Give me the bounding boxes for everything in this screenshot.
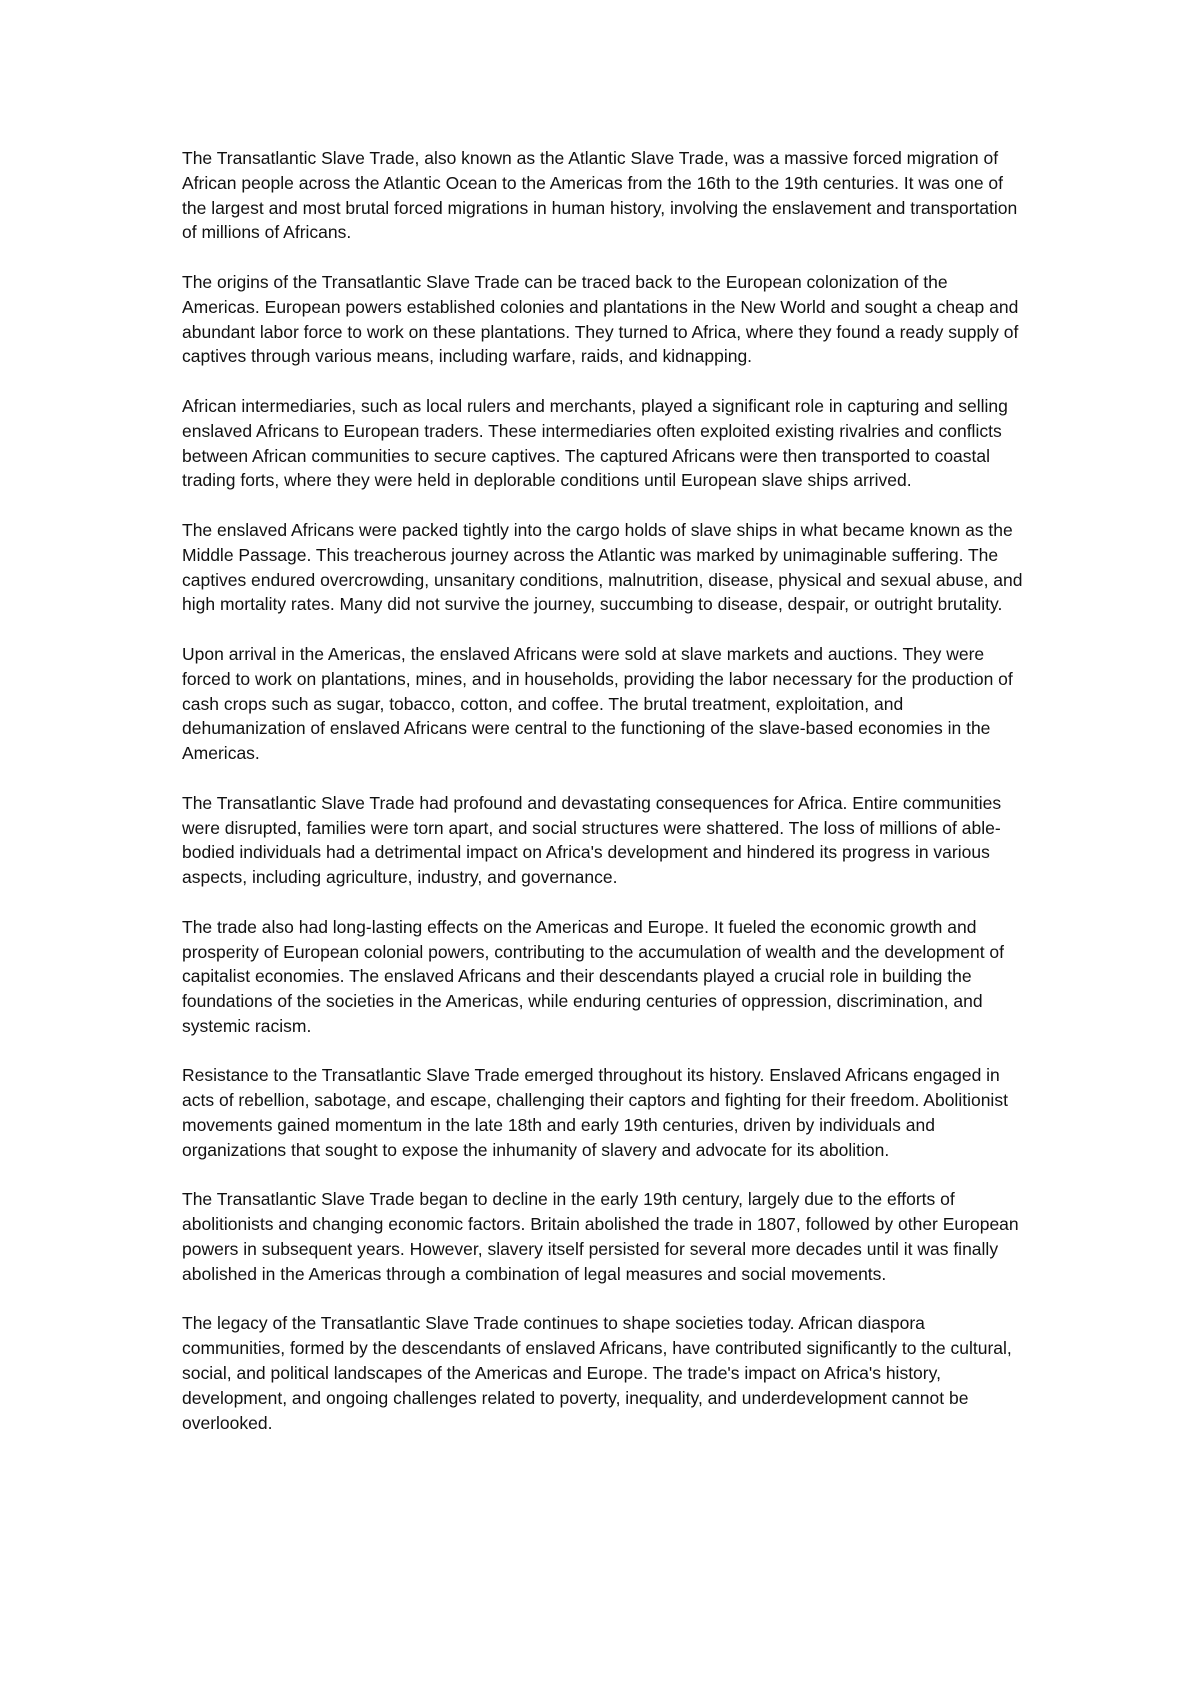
paragraph-1: The Transatlantic Slave Trade, also known as the Atlantic Slave Trade, was a massive forced migration of African people across the Atlantic Ocean to the Americas from the 16th to the 19th centuries. It was one of the largest and most brutal forced migrations in human history, involving the enslavement and transportation of millions of Africans.: [182, 148, 1018, 243]
paragraph-5: Upon arrival in the Americas, the enslaved Africans were sold at slave markets and auctions. They were forced to work on plantations, mines, and in households, providing the labor necessary for the production of cash crops such as sugar, tobacco, cotton, and coffee. The brutal treatment, exploitation, and dehumanization of enslaved Africans were central to the functioning of the slave-based economies in the Americas.: [182, 643, 1013, 764]
paragraph-8: Resistance to the Transatlantic Slave Trade emerged throughout its history. Enslaved Africans engaged in acts of rebellion, sabotage, and escape, challenging their captors and fighting for their freedom. Abolitionist movements gained momentum in the late 18th and early 19th centuries, driven by individuals and organizations that sought to expose the inhumanity of slavery and advocate for its abolition.: [182, 1065, 1008, 1160]
paragraph-3: African intermediaries, such as local rulers and merchants, played a significant role in capturing and selling enslaved Africans to European traders. These intermediaries often exploited existing rivalries and conflicts between African communities to secure captives. The captured Africans were then transported to coastal trading forts, where they were held in deplorable conditions until European slave ships arrived.: [182, 395, 1008, 491]
document-body: [182, 146, 1024, 1435]
paragraph-9: The Transatlantic Slave Trade began to decline in the early 19th century, largely due to the efforts of abolitionists and changing economic factors. Britain abolished the trade in 1807, followed by other European powers in subsequent years. However, slavery itself persisted for several more decades until it was finally abolished in the Americas through a combination of legal measures and social movements.: [182, 1189, 1019, 1284]
paragraph-10: The legacy of the Transatlantic Slave Trade continues to shape societies today. African diaspora communities, formed by the descendants of enslaved Africans, have contributed significantly to the cultural, social, and political landscapes of the Americas and Europe. The trade's impact on Africa's history, development, and ongoing challenges related to poverty, inequality, and underdevelopment cannot be overlooked.: [182, 1313, 1012, 1433]
paragraph-4: The enslaved Africans were packed tightly into the cargo holds of slave ships in what became known as the Middle Passage. This treacherous journey across the Atlantic was marked by unimaginable suffering. The captives endured overcrowding, unsanitary conditions, malnutrition, disease, physical and sexual abuse, and high mortality rates. Many did not survive the journey, succumbing to disease, despair, or outright brutality.: [182, 519, 1023, 615]
paragraph-2: The origins of the Transatlantic Slave Trade can be traced back to the European colonization of the Americas. European powers established colonies and plantations in the New World and sought a cheap and abundant labor force to work on these plantations. They turned to Africa, where they found a ready supply of captives through various means, including warfare, raids, and kidnapping.: [182, 271, 1019, 367]
paragraph-7: The trade also had long-lasting effects on the Americas and Europe. It fueled the economic growth and prosperity of European colonial powers, contributing to the accumulation of wealth and the development of capitalist economies. The enslaved Africans and their descendants played a crucial role in building the foundations of the societies in the Americas, while enduring centuries of oppression, discrimination, and systemic racism.: [182, 916, 1005, 1036]
paragraph-6: The Transatlantic Slave Trade had profound and devastating consequences for Africa. Entire communities were disrupted, families were torn apart, and social structures were shattered. The loss of millions of able-bodied individuals had a detrimental impact on Africa's development and hindered its progress in various aspects, including agriculture, industry, and governance.: [182, 792, 1002, 888]
